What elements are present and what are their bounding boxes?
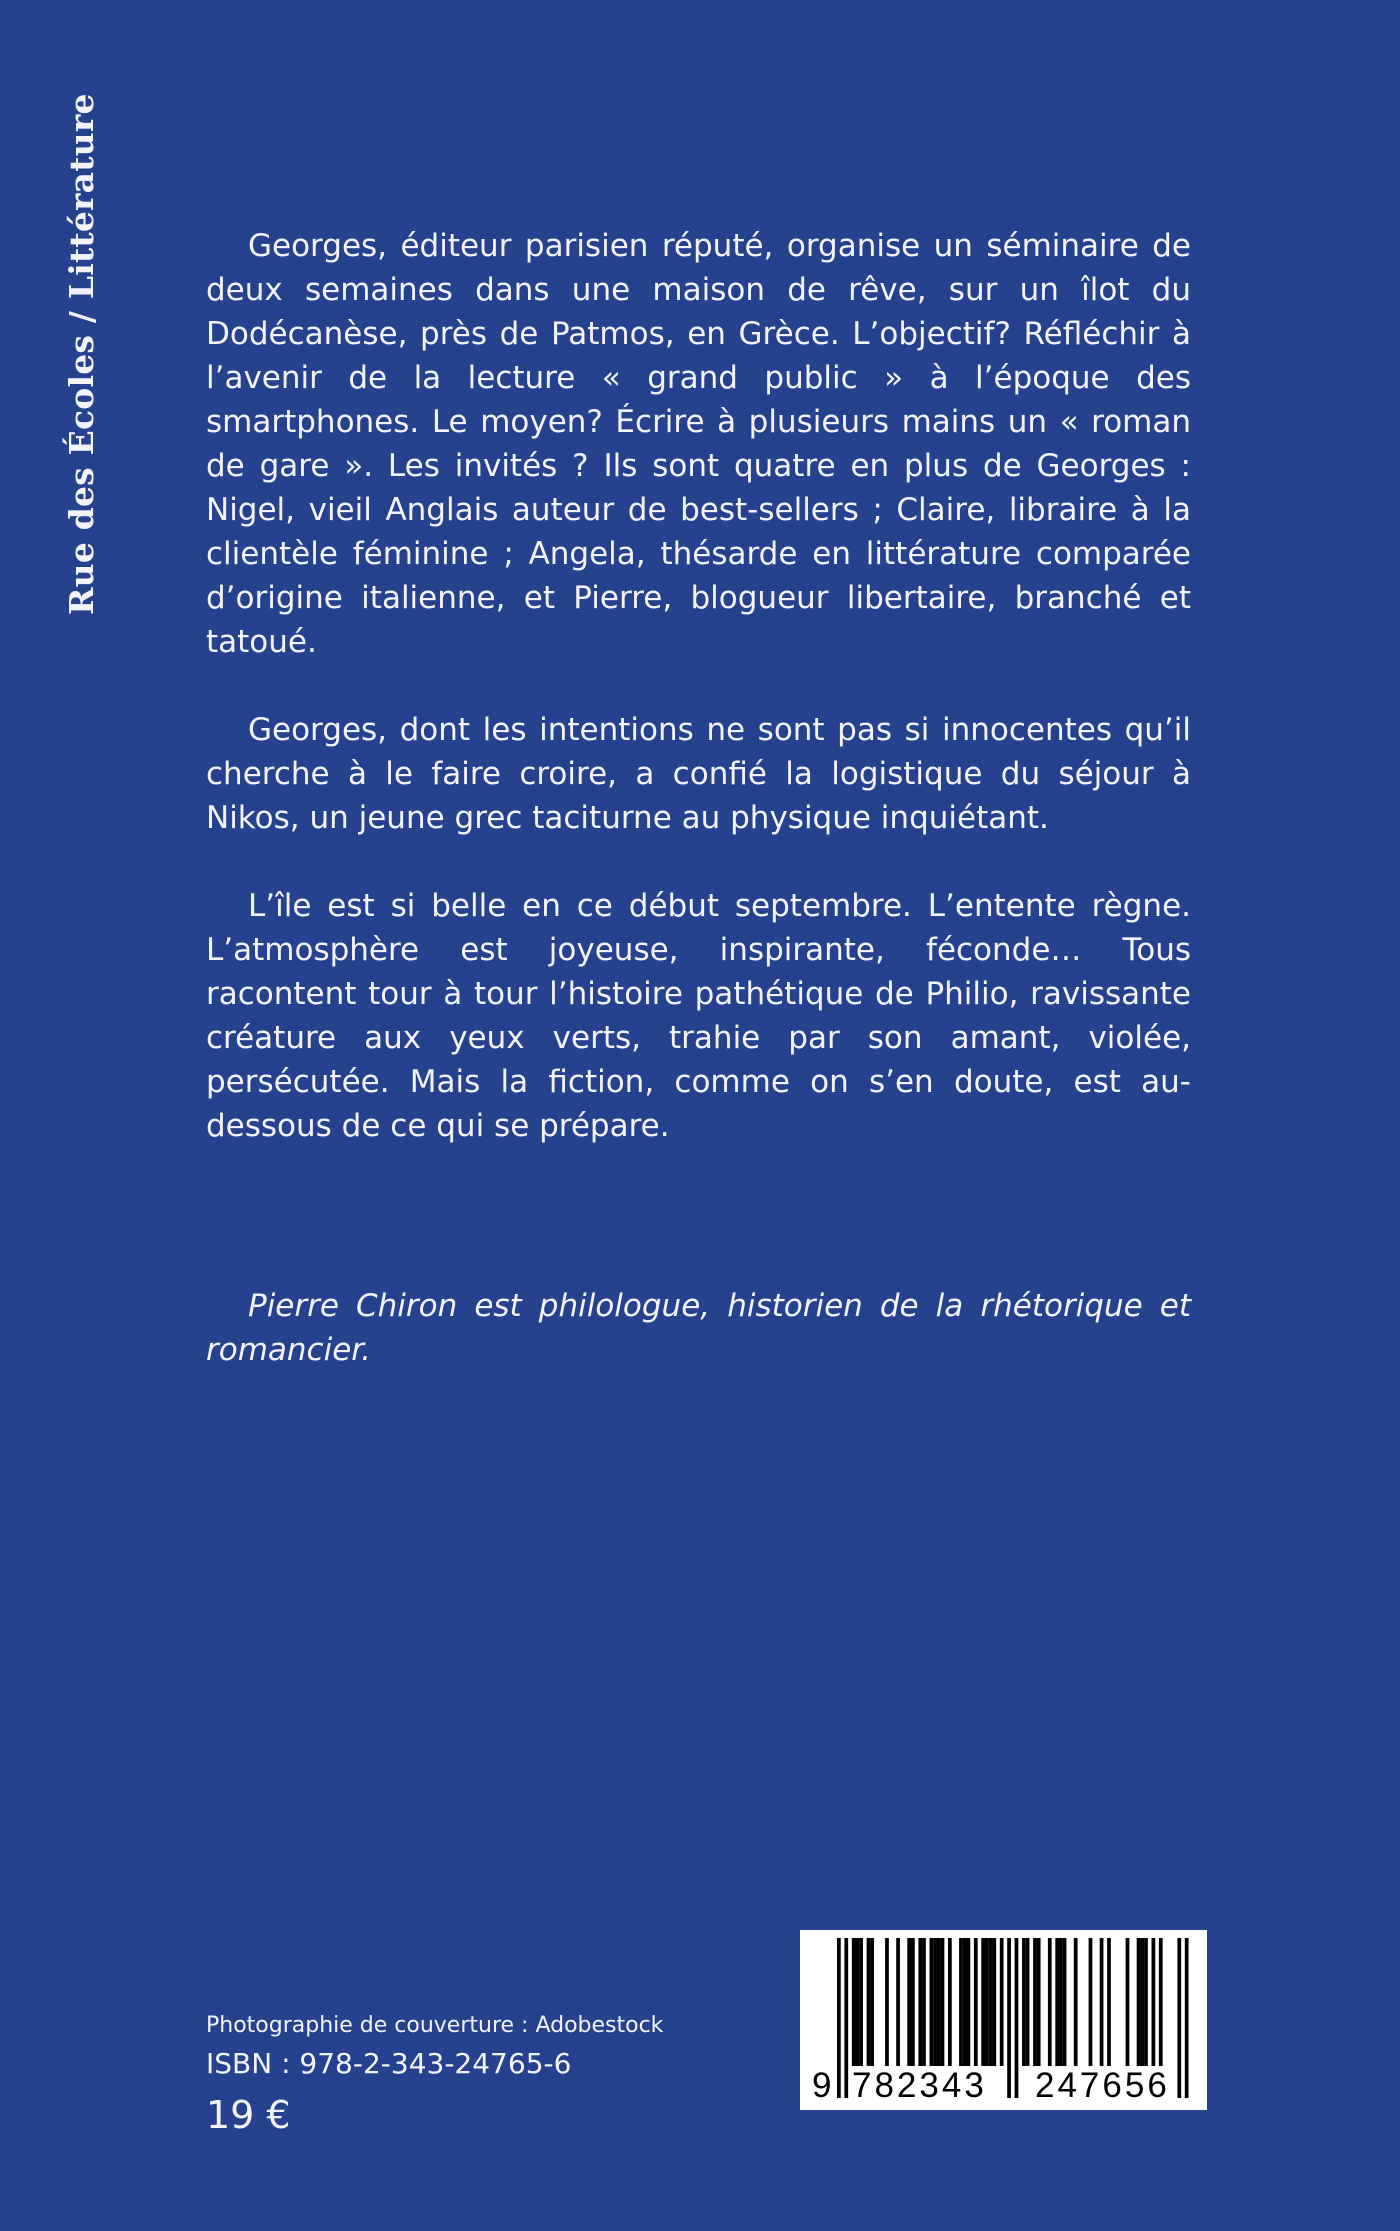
barcode-bar bbox=[1144, 1938, 1148, 2066]
barcode-bar bbox=[911, 1938, 915, 2066]
barcode-bar bbox=[937, 1938, 941, 2066]
barcode-bar bbox=[963, 1938, 967, 2066]
blurb-paragraph: Georges, éditeur parisien réputé, organise un séminaire de deux semaines dans une maison de rêve, sur un îlot du Dodécanèse, près de Patmos, en Grèce. L’objectif? Réfléchir à l’avenir de la lecture « grand public » à l’époque des smartphones. Le moyen? Écrire à plusieurs mains un « roman de gare ». Les invités ? Ils sont quatre en plus de Georges : Nigel, vieil Anglais auteur de best-sellers ; Claire, libraire à la clientèle féminine ; Angela, thésarde en littérature comparée d’origine italienne, et Pierre, blogueur libertaire, branché et tatoué. bbox=[206, 228, 1191, 660]
author-bio: Pierre Chiron est philologue, historien de la rhétorique et romancier. bbox=[206, 1288, 1191, 1368]
blurb-paragraph: L’île est si belle en ce début septembre. L’entente règne. L’atmosphère est joyeuse, inspirante, féconde… Tous racontent tour à tour l’histoire pathétique de Philio, ravissante créature aux yeux verts, trahie par son amant, violée, persécutée. Mais la fiction, comme on s’en doute, est au-dessous de ce qui se prépare. bbox=[206, 888, 1191, 1144]
barcode-bar bbox=[1048, 1938, 1052, 2066]
barcode-bar bbox=[885, 1938, 889, 2066]
barcode-bar bbox=[1159, 1938, 1163, 2066]
barcode-left-digits: 782343 bbox=[852, 2066, 987, 2105]
barcode-bar bbox=[985, 1938, 989, 2066]
barcode-bar bbox=[1055, 1938, 1059, 2066]
isbn-number: ISBN : 978-2-343-24765-6 bbox=[206, 2047, 572, 2080]
barcode-bar bbox=[1033, 1938, 1037, 2066]
barcode-right-digits: 247656 bbox=[1035, 2066, 1170, 2105]
barcode-bar bbox=[1063, 1938, 1067, 2066]
barcode-bar bbox=[1089, 1938, 1093, 2066]
price-label: 19 € bbox=[206, 2093, 291, 2137]
barcode-bar bbox=[930, 1938, 934, 2066]
barcode-bar bbox=[870, 1938, 874, 2066]
barcode-bar bbox=[856, 1938, 860, 2066]
barcode-digits bbox=[800, 2066, 1207, 2106]
photo-credit: Photographie de couverture : Adobestock bbox=[206, 2013, 664, 2038]
barcode-bar bbox=[989, 1938, 993, 2066]
barcode-bar bbox=[867, 1938, 871, 2066]
barcode-bar bbox=[981, 1938, 985, 2066]
barcode-bar bbox=[948, 1938, 952, 2066]
barcode-bar bbox=[1037, 1938, 1041, 2066]
barcode-bar bbox=[896, 1938, 900, 2066]
barcode-bar bbox=[959, 1938, 963, 2066]
barcode-bar bbox=[992, 1938, 996, 2066]
barcode-bar bbox=[852, 1938, 856, 2066]
barcode-bar bbox=[1140, 1938, 1144, 2066]
barcode-bar bbox=[967, 1938, 971, 2066]
barcode-bar bbox=[859, 1938, 863, 2066]
barcode-bar bbox=[1107, 1938, 1111, 2066]
barcode-bar bbox=[933, 1938, 937, 2066]
barcode-bar bbox=[1022, 1938, 1026, 2066]
barcode-bar bbox=[918, 1938, 922, 2066]
credits-block bbox=[206, 2010, 663, 2140]
barcode-bar bbox=[1137, 1938, 1141, 2066]
spine-series-label: Rue des Écoles / Littérature bbox=[62, 93, 101, 615]
barcode bbox=[800, 1930, 1207, 2110]
barcode-bar bbox=[1100, 1938, 1104, 2066]
barcode-bar bbox=[1000, 1938, 1004, 2066]
blurb-paragraph: Georges, dont les intentions ne sont pas si innocentes qu’il cherche à le faire croire, a confié la logistique du séjour à Nikos, un jeune grec taciturne au physique inquiétant. bbox=[206, 712, 1191, 836]
barcode-bar bbox=[974, 1938, 978, 2066]
barcode-bar bbox=[922, 1938, 926, 2066]
barcode-bar bbox=[1152, 1938, 1156, 2066]
barcode-bar bbox=[1059, 1938, 1063, 2066]
barcode-bar bbox=[907, 1938, 911, 2066]
barcode-bar bbox=[1026, 1938, 1030, 2066]
barcode-bar bbox=[941, 1938, 945, 2066]
barcode-bar bbox=[1074, 1938, 1078, 2066]
barcode-bar bbox=[1126, 1938, 1130, 2066]
barcode-lead-digit: 9 bbox=[812, 2066, 832, 2105]
blurb-text bbox=[206, 224, 1191, 1192]
